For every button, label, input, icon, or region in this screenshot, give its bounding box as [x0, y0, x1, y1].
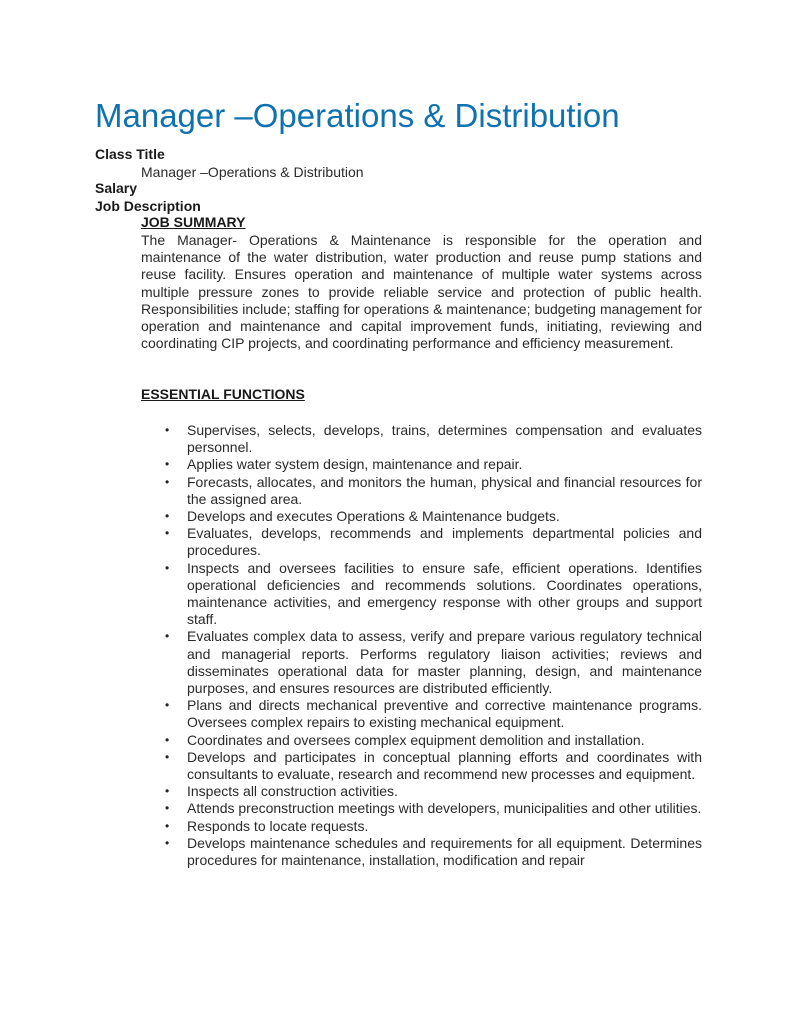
list-item	[141, 800, 702, 817]
list-item	[141, 732, 702, 749]
bullet-icon: •	[165, 784, 170, 799]
bullet-icon: •	[165, 474, 170, 489]
essential-functions-list	[141, 422, 702, 869]
bullet-icon: •	[165, 509, 170, 524]
list-item	[141, 749, 702, 783]
list-item-text: Evaluates complex data to assess, verify and prepare various regulatory technical and managerial reports. Performs regulatory liaison activities; reviews and disseminates operational data for master planning, design, and maintenance purposes, and ensures resources are distributed efficiently.	[187, 628, 702, 697]
bullet-icon: •	[165, 732, 170, 747]
job-summary-heading: JOB SUMMARY	[141, 214, 246, 230]
list-item-text: Inspects and oversees facilities to ensure safe, efficient operations. Identifies operational deficiencies and recommends solutions. Coordinates operations, maintenance activities, and emergency response with other groups and support staff.	[187, 559, 702, 628]
list-item-text: Forecasts, allocates, and monitors the human, physical and financial resources for the assigned area.	[187, 473, 702, 507]
list-item-text: Inspects all construction activities.	[187, 783, 398, 800]
job-summary-text: The Manager- Operations & Maintenance is responsible for the operation and maintenance of the water distribution, water production and reuse pump stations and reuse facility. Ensures operation and maintenance of multiple water systems across multiple pressure zones to provide reliable service and protection of public health. Responsibilities include; staffing for operations & maintenance; budgeting management for operation and maintenance and capital improvement funds, initiating, reviewing and coordinating CIP projects, and coordinating performance and efficiency measurement.	[141, 232, 702, 352]
list-item-text: Applies water system design, maintenance and repair.	[187, 456, 523, 473]
list-item-text: Plans and directs mechanical preventive and corrective maintenance programs. Oversees complex repairs to existing mechanical equipment.	[187, 697, 702, 731]
list-item	[141, 697, 702, 731]
list-item-text: Responds to locate requests.	[187, 817, 369, 834]
list-item	[141, 835, 702, 869]
bullet-icon: •	[165, 818, 170, 833]
class-title-label: Class Title	[95, 146, 165, 162]
list-item-text: Supervises, selects, develops, trains, determines compensation and evaluates personnel.	[187, 422, 702, 456]
list-item-text: Develops and participates in conceptual planning efforts and coordinates with consultants to evaluate, research and recommend new processes and equipment.	[187, 748, 702, 783]
salary-label: Salary	[95, 180, 138, 196]
bullet-icon: •	[165, 457, 170, 472]
list-item	[141, 628, 702, 697]
list-item	[141, 422, 702, 456]
list-item-text: Evaluates, develops, recommends and implements departmental policies and procedures.	[187, 525, 702, 559]
list-item	[141, 783, 702, 800]
list-item	[141, 474, 702, 508]
bullet-icon: •	[165, 526, 170, 541]
list-item-text: Coordinates and oversees complex equipment demolition and installation.	[187, 731, 645, 748]
bullet-icon: •	[165, 560, 170, 575]
bullet-icon: •	[165, 423, 170, 437]
list-item	[141, 508, 702, 525]
list-item-text: Develops maintenance schedules and requirements for all equipment. Determines procedures for maintenance, installation, modification and repair	[187, 834, 702, 869]
list-item-text: Develops and executes Operations & Maintenance budgets.	[187, 508, 560, 525]
bullet-icon: •	[165, 749, 170, 764]
essential-functions-heading: ESSENTIAL FUNCTIONS	[141, 386, 305, 402]
list-item	[141, 818, 702, 835]
list-item-text: Attends preconstruction meetings with developers, municipalities and other utilities.	[187, 800, 702, 817]
list-item	[141, 560, 702, 629]
bullet-icon: •	[165, 629, 170, 644]
job-description-label: Job Description	[95, 198, 201, 214]
bullet-icon: •	[165, 801, 170, 816]
bullet-icon: •	[165, 698, 170, 713]
bullet-icon: •	[165, 835, 170, 850]
list-item	[141, 456, 702, 473]
list-item	[141, 525, 702, 559]
class-title-value: Manager –Operations & Distribution	[141, 164, 364, 180]
document-title: Manager –Operations & Distribution	[95, 97, 620, 134]
